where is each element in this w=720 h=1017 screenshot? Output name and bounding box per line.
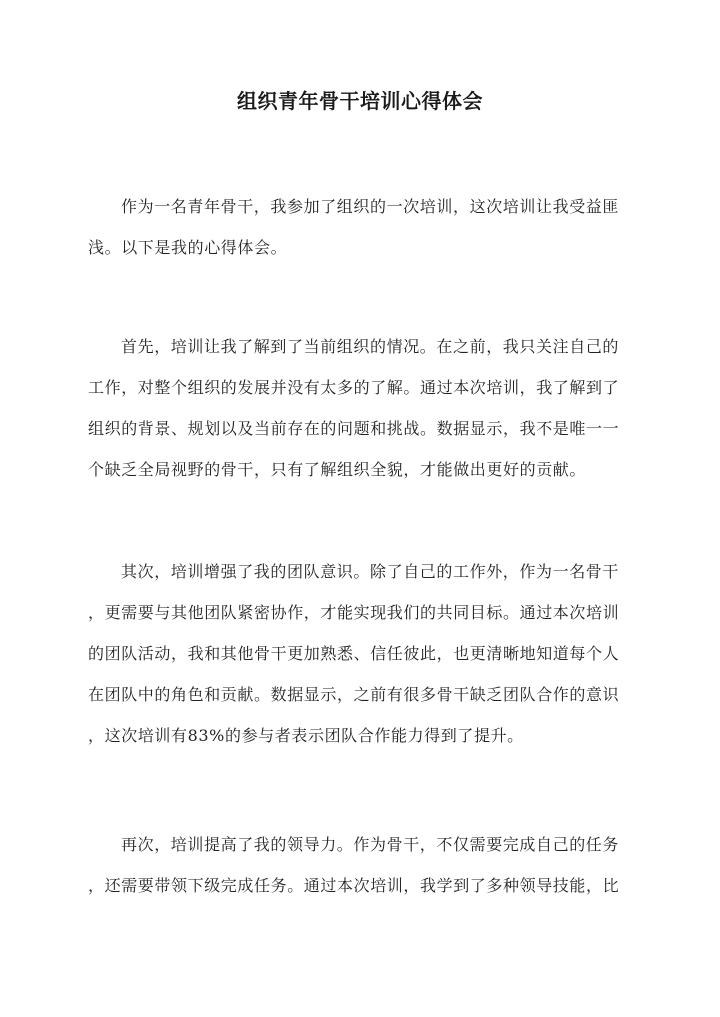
paragraph-first bbox=[88, 326, 634, 490]
paragraph-line: ，这次培训有83%的参与者表示团队合作能力得到了提升。 bbox=[88, 726, 524, 745]
paragraph-third bbox=[88, 824, 634, 906]
paragraph-line: 组织的背景、规划以及当前存在的问题和挑战。数据显示，我不是唯一一 bbox=[88, 419, 620, 438]
paragraph-line: 其次，培训增强了我的团队意识。除了自己的工作外，作为一名骨干 bbox=[121, 562, 620, 581]
paragraph-line: ，还需要带领下级完成任务。通过本次培训，我学到了多种领导技能，比 bbox=[88, 876, 620, 895]
paragraph-line: 再次，培训提高了我的领导力。作为骨干，不仅需要完成自己的任务 bbox=[121, 835, 620, 854]
paragraph-line: 首先，培训让我了解到了当前组织的情况。在之前，我只关注自己的 bbox=[121, 337, 620, 356]
paragraph-line: 工作，对整个组织的发展并没有太多的了解。通过本次培训，我了解到了 bbox=[88, 378, 620, 397]
paragraph-line: 浅。以下是我的心得体会。 bbox=[88, 238, 288, 257]
paragraph-line: 作为一名青年骨干，我参加了组织的一次培训，这次培训让我受益匪 bbox=[121, 197, 620, 216]
paragraph-line: 的团队活动，我和其他骨干更加熟悉、信任彼此，也更清晰地知道每个人 bbox=[88, 644, 620, 663]
paragraph-line: 在团队中的角色和贡献。数据显示，之前有很多骨干缺乏团队合作的意识 bbox=[88, 685, 620, 704]
paragraph-line: 个缺乏全局视野的骨干，只有了解组织全貌，才能做出更好的贡献。 bbox=[88, 460, 587, 479]
paragraph-second bbox=[88, 551, 634, 756]
document-title: 组织青年骨干培训心得体会 bbox=[237, 89, 483, 113]
paragraph-intro bbox=[88, 186, 634, 268]
paragraph-line: ，更需要与其他团队紧密协作，才能实现我们的共同目标。通过本次培训 bbox=[88, 603, 620, 622]
